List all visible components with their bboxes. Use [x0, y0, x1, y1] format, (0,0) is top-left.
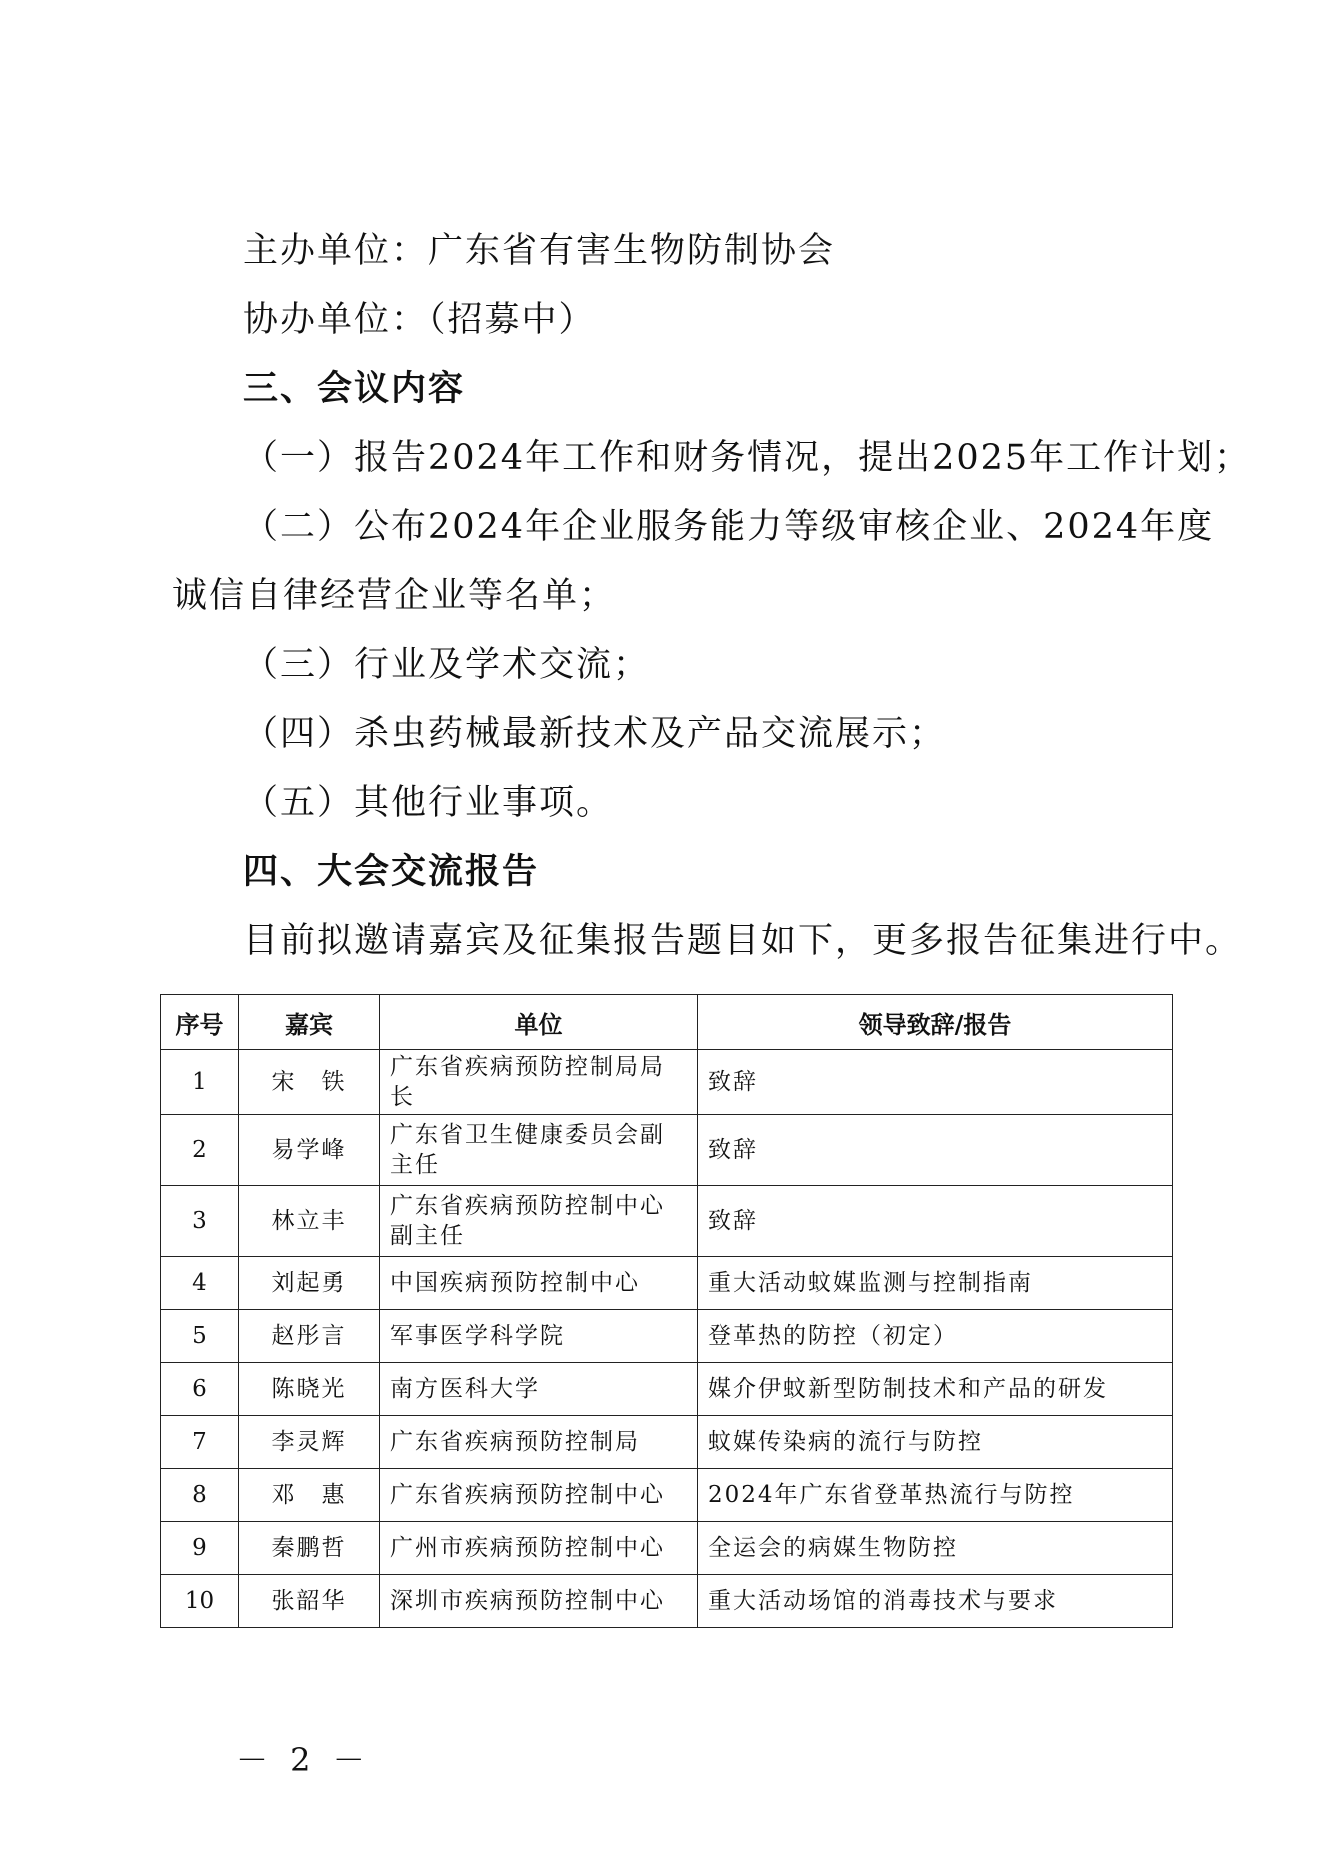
row-number: 2	[161, 1115, 239, 1186]
row-number: 9	[161, 1522, 239, 1575]
row-unit: 广东省卫生健康委员会副主任	[380, 1115, 698, 1186]
row-report: 重大活动蚊媒监测与控制指南	[698, 1257, 1173, 1310]
row-unit: 广东省疾病预防控制局	[380, 1416, 698, 1469]
co-organizer-line: 协办单位：（招募中）	[243, 300, 596, 340]
row-unit: 军事医学科学院	[380, 1310, 698, 1363]
reports-intro: 目前拟邀请嘉宾及征集报告题目如下，更多报告征集进行中。	[243, 921, 1243, 961]
organizer-line: 主办单位：广东省有害生物防制协会	[243, 231, 836, 271]
row-unit: 广东省疾病预防控制中心	[380, 1469, 698, 1522]
content-item-5: （五）其他行业事项。	[243, 783, 614, 823]
row-number: 1	[161, 1050, 239, 1115]
row-unit: 广东省疾病预防控制中心副主任	[380, 1186, 698, 1257]
row-number: 3	[161, 1186, 239, 1257]
table-row	[161, 1522, 1173, 1575]
row-unit: 广东省疾病预防控制局局长	[380, 1050, 698, 1115]
section-heading-meeting-content: 三、会议内容	[243, 369, 466, 409]
row-guest: 陈晓光	[239, 1363, 380, 1416]
row-guest: 邓 惠	[239, 1469, 380, 1522]
table-row	[161, 1186, 1173, 1257]
row-unit: 中国疾病预防控制中心	[380, 1257, 698, 1310]
table-row	[161, 1257, 1173, 1310]
row-guest: 林立丰	[239, 1186, 380, 1257]
content-item-2-continued: 诚信自律经营企业等名单；	[172, 576, 617, 616]
row-unit: 南方医科大学	[380, 1363, 698, 1416]
row-number: 6	[161, 1363, 239, 1416]
row-guest: 刘起勇	[239, 1257, 380, 1310]
row-number: 7	[161, 1416, 239, 1469]
row-guest: 秦鹏哲	[239, 1522, 380, 1575]
row-number: 10	[161, 1575, 239, 1628]
row-report: 2024年广东省登革热流行与防控	[698, 1469, 1173, 1522]
row-number: 4	[161, 1257, 239, 1310]
row-report: 登革热的防控（初定）	[698, 1310, 1173, 1363]
row-guest: 张韶华	[239, 1575, 380, 1628]
guest-report-table	[160, 994, 1173, 1628]
table-row	[161, 1115, 1173, 1186]
table-row	[161, 1469, 1173, 1522]
row-report: 致辞	[698, 1115, 1173, 1186]
row-report: 致辞	[698, 1050, 1173, 1115]
table-row	[161, 1363, 1173, 1416]
table-row	[161, 1416, 1173, 1469]
row-report: 全运会的病媒生物防控	[698, 1522, 1173, 1575]
header-unit: 单位	[380, 995, 698, 1050]
row-guest: 李灵辉	[239, 1416, 380, 1469]
table-row	[161, 1575, 1173, 1628]
section-heading-reports: 四、大会交流报告	[243, 852, 540, 892]
header-number: 序号	[161, 995, 239, 1050]
content-item-1: （一）报告2024年工作和财务情况，提出2025年工作计划；	[243, 438, 1252, 478]
table-row	[161, 1050, 1173, 1115]
row-report: 致辞	[698, 1186, 1173, 1257]
row-guest: 赵彤言	[239, 1310, 380, 1363]
content-item-2: （二）公布2024年企业服务能力等级审核企业、2024年度	[243, 507, 1215, 547]
header-guest: 嘉宾	[239, 995, 380, 1050]
header-report: 领导致辞/报告	[698, 995, 1173, 1050]
table-header-row	[161, 995, 1173, 1050]
row-unit: 深圳市疾病预防控制中心	[380, 1575, 698, 1628]
row-number: 8	[161, 1469, 239, 1522]
row-number: 5	[161, 1310, 239, 1363]
row-report: 蚊媒传染病的流行与防控	[698, 1416, 1173, 1469]
table-row	[161, 1310, 1173, 1363]
page-number: － 2 －	[236, 1741, 371, 1779]
row-guest: 易学峰	[239, 1115, 380, 1186]
row-report: 重大活动场馆的消毒技术与要求	[698, 1575, 1173, 1628]
content-item-3: （三）行业及学术交流；	[243, 645, 651, 685]
row-guest: 宋 铁	[239, 1050, 380, 1115]
row-report: 媒介伊蚊新型防制技术和产品的研发	[698, 1363, 1173, 1416]
row-unit: 广州市疾病预防控制中心	[380, 1522, 698, 1575]
content-item-4: （四）杀虫药械最新技术及产品交流展示；	[243, 714, 947, 754]
